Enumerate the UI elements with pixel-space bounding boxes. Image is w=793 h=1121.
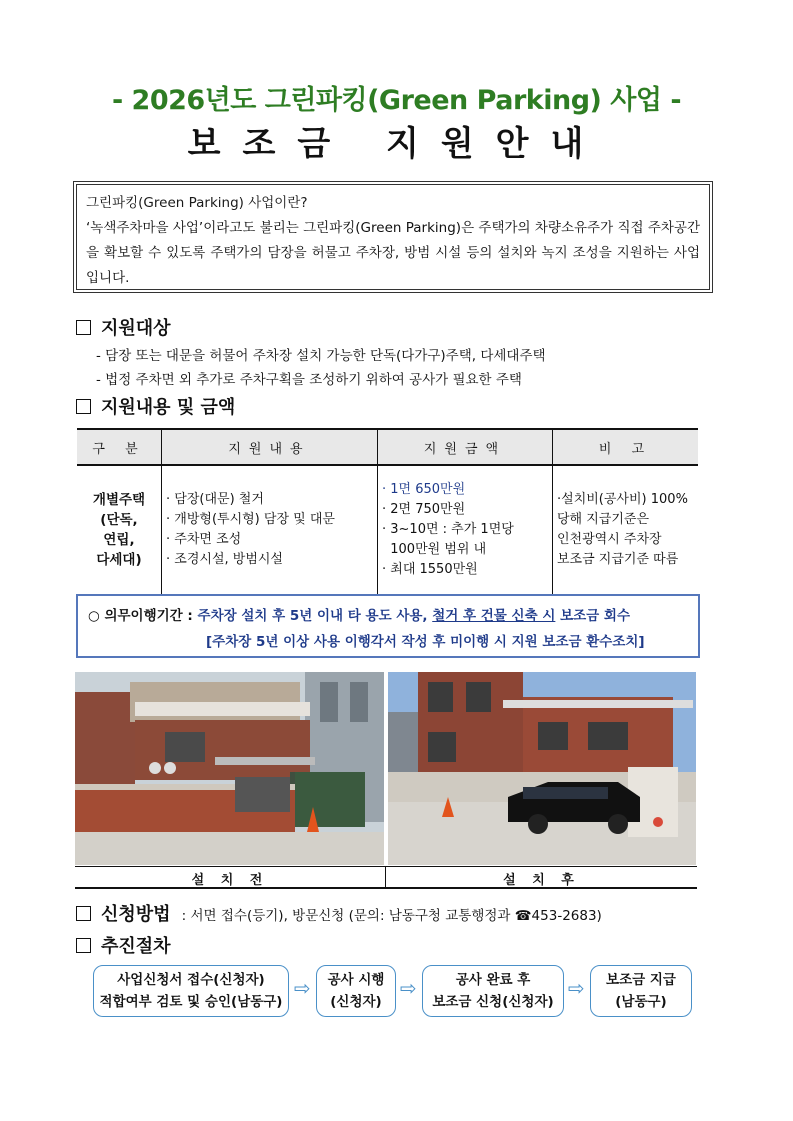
notes-cell bbox=[553, 465, 699, 595]
support-item: · 개방형(투시형) 담장 및 대문 bbox=[166, 512, 335, 527]
support-item: · 담장(대문) 철거 bbox=[166, 492, 264, 507]
table-header: 비 고 bbox=[553, 429, 699, 465]
target-item-2: - 법정 주차면 외 추가로 주차구획을 조성하기 위하여 공사가 필요한 주택 bbox=[96, 372, 522, 388]
apply-text: : 서면 접수(등기), 방문신청 (문의: 남동구청 교통행정과 ☎453-2683) bbox=[181, 908, 602, 924]
table-header: 지원금액 bbox=[378, 429, 553, 465]
intro-heading: 그린파킹(Green Parking) 사업이란? bbox=[86, 195, 308, 211]
checkbox-square-icon bbox=[76, 906, 91, 921]
step-line: 보조금 신청(신청자) bbox=[432, 994, 554, 1010]
apply-row bbox=[76, 900, 602, 926]
step-line: 공사 시행 bbox=[327, 972, 385, 988]
support-items-cell bbox=[162, 465, 378, 595]
step-line: (남동구) bbox=[615, 994, 667, 1010]
checkbox-square-icon bbox=[76, 399, 91, 414]
section-target bbox=[76, 314, 171, 340]
after-photo bbox=[388, 672, 696, 865]
step-line: (신청자) bbox=[330, 994, 382, 1010]
process-step-1 bbox=[93, 965, 289, 1017]
page-subtitle: 보조금 지원안내 bbox=[187, 124, 606, 164]
checkbox-square-icon bbox=[76, 320, 91, 335]
note-item: 보조금 지급기준 따름 bbox=[557, 552, 679, 567]
process-heading: 추진절차 bbox=[101, 936, 171, 957]
table-row bbox=[77, 465, 698, 595]
photo-caption-row bbox=[75, 866, 697, 889]
arrow-right-icon: ⇨ bbox=[294, 976, 311, 1000]
amount-item: · 3~10면 : 추가 1면당 bbox=[382, 522, 514, 537]
obligation-text-underline: 철거 후 건물 신축 시 bbox=[432, 608, 556, 624]
arrow-right-icon: ⇨ bbox=[568, 976, 585, 1000]
process-step-2 bbox=[316, 965, 396, 1017]
amount-item: 100만원 범위 내 bbox=[382, 542, 487, 557]
step-line: 보조금 지급 bbox=[606, 972, 676, 988]
before-photo bbox=[75, 672, 384, 865]
table-header: 지원내용 bbox=[162, 429, 378, 465]
support-table bbox=[77, 428, 698, 596]
section-content bbox=[76, 393, 235, 419]
amount-item: · 최대 1550만원 bbox=[382, 562, 478, 577]
amount-item: · 1면 650만원 bbox=[382, 482, 466, 497]
step-line: 공사 완료 후 bbox=[455, 972, 531, 988]
note-item: ·설치비(공사비) 100% bbox=[557, 492, 688, 507]
arrow-right-icon: ⇨ bbox=[400, 976, 417, 1000]
obligation-box bbox=[76, 594, 700, 658]
obligation-text-1: 주차장 설치 후 5년 이내 타 용도 사용, bbox=[197, 608, 433, 624]
obligation-text-2: 보조금 회수 bbox=[555, 608, 630, 624]
row-head-line: (단독, bbox=[100, 512, 138, 528]
row-head-line: 개별주택 bbox=[92, 492, 146, 508]
step-line: 사업신청서 접수(신청자) bbox=[117, 972, 265, 988]
page-title: - 2026년도 그린파킹(Green Parking) 사업 - bbox=[111, 85, 682, 116]
row-head-line: 연립, bbox=[103, 532, 135, 548]
row-head-line: 다세대) bbox=[96, 552, 142, 568]
obligation-label: ○ 의무이행기간 : bbox=[88, 608, 193, 624]
intro-text: ‘녹색주차마을 사업’이라고도 불리는 그린파킹(Green Parking)은 주택가의 차량소유주가 직접 주차공간을 확보할 수 있도록 주택가의 담장을 허물고 주차장, 방범 시설 등의 설치와 녹지 조성을 지원하는 사업입니다. bbox=[86, 220, 700, 286]
section-process bbox=[76, 932, 171, 958]
support-item: · 주차면 조성 bbox=[166, 532, 242, 547]
table-header: 구 분 bbox=[77, 429, 162, 465]
obligation-text-3: [주차장 5년 이상 사용 이행각서 작성 후 미이행 시 지원 보조금 환수조치] bbox=[206, 634, 645, 650]
process-step-3 bbox=[422, 965, 564, 1017]
before-caption: 설 치 전 bbox=[191, 873, 269, 888]
section-content-heading: 지원내용 및 금액 bbox=[101, 397, 236, 418]
row-head-cell bbox=[77, 465, 162, 595]
process-step-4 bbox=[590, 965, 692, 1017]
support-item: · 조경시설, 방범시설 bbox=[166, 552, 283, 567]
note-item: 인천광역시 주차장 bbox=[557, 532, 662, 547]
support-amount-cell bbox=[378, 465, 553, 595]
apply-heading: 신청방법 bbox=[101, 904, 171, 925]
intro-box bbox=[76, 184, 710, 290]
step-line: 적합여부 검토 및 승인(남동구) bbox=[99, 994, 283, 1010]
amount-item: · 2면 750만원 bbox=[382, 502, 466, 517]
note-item: 당해 지급기준은 bbox=[557, 512, 650, 527]
after-caption: 설 치 후 bbox=[503, 873, 580, 888]
checkbox-square-icon bbox=[76, 938, 91, 953]
target-item-1: - 담장 또는 대문을 허물어 주차장 설치 가능한 단독(다가구)주택, 다세대주택 bbox=[96, 348, 546, 364]
section-target-heading: 지원대상 bbox=[101, 318, 171, 339]
